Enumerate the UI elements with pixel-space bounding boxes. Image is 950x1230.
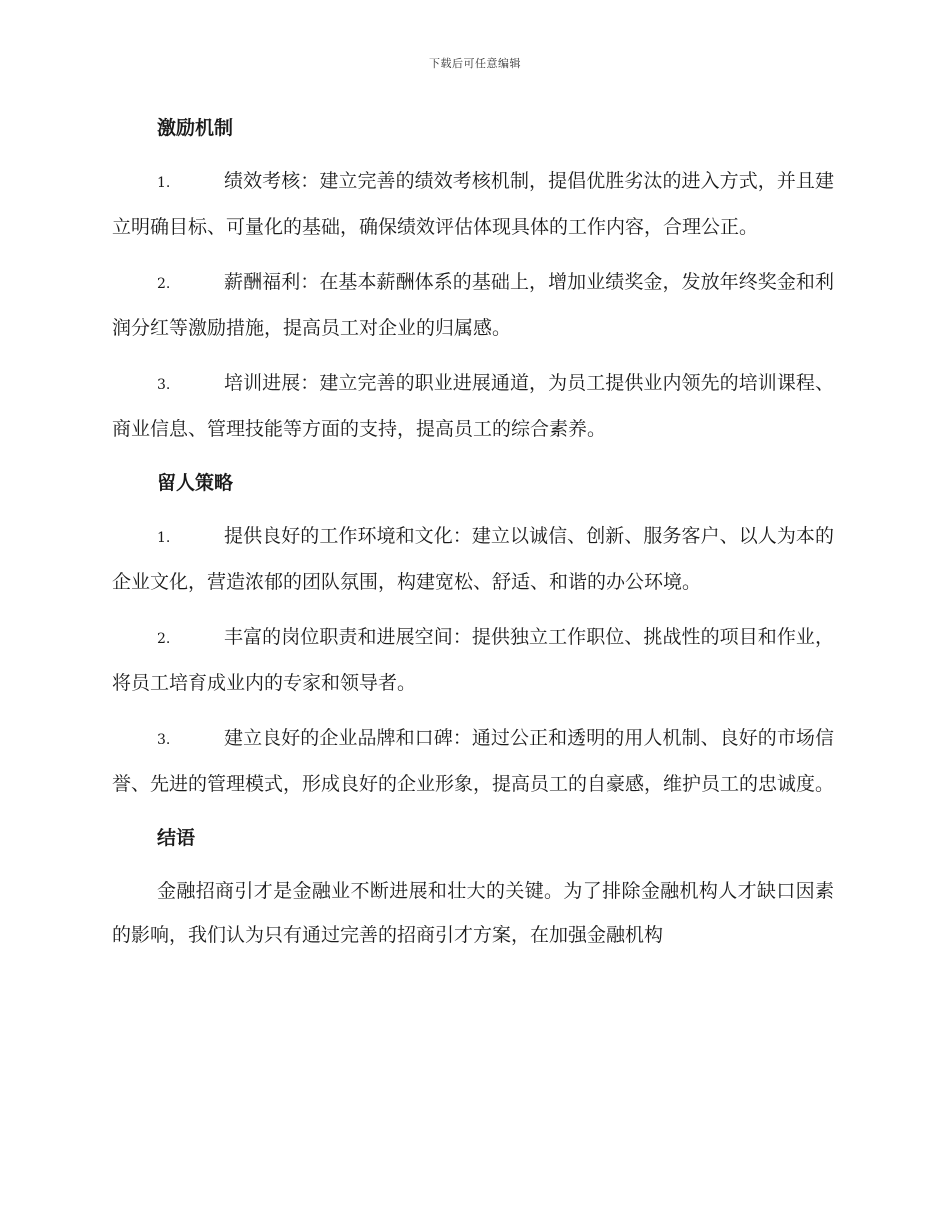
page-header: 下载后可任意编辑 [429,57,521,70]
section-heading-conclusion: 结语 [157,827,196,849]
list-number: 2. [157,276,171,292]
section-heading-incentive: 激励机制 [157,117,234,139]
list-text: 薪酬福利：在基本薪酬体系的基础上，增加业绩奖金，发放年终奖金和利润分红等激励措施，提高员工对企业的归属感。 [112,271,834,339]
list-text: 丰富的岗位职责和进展空间：提供独立工作职位、挑战性的项目和作业，将员工培育成业内的专家和领导者。 [112,626,834,694]
list-text: 建立良好的企业品牌和口碑：通过公正和透明的用人机制、良好的市场信誉、先进的管理模式，形成良好的企业形象，提高员工的自豪感，维护员工的忠诚度。 [112,727,835,795]
list-item [112,616,834,705]
list-text: 提供良好的工作环境和文化：建立以诚信、创新、服务客户、以人为本的企业文化，营造浓郁的团队氛围，构建宽松、舒适、和谐的办公环境。 [112,525,834,593]
conclusion-paragraph: 金融招商引才是金融业不断进展和壮大的关键。为了排除金融机构人才缺口因素的影响，我们认为只有通过完善的招商引才方案，在加强金融机构 [112,880,834,946]
document-body [112,108,834,957]
list-item [112,515,834,604]
list-item [112,160,834,249]
list-number: 3. [157,377,171,393]
section-heading-retention: 留人策略 [157,472,234,494]
list-text: 培训进展：建立完善的职业进展通道，为员工提供业内领先的培训课程、商业信息、管理技能等方面的支持，提高员工的综合素养。 [112,372,834,440]
list-number: 3. [157,732,171,748]
list-number: 1. [157,530,171,546]
list-number: 2. [157,631,171,647]
list-item [112,717,834,806]
list-text: 绩效考核：建立完善的绩效考核机制，提倡优胜劣汰的进入方式，并且建立明确目标、可量化的基础，确保绩效评估体现具体的工作内容，合理公正。 [112,170,834,238]
list-item [112,362,834,451]
list-item [112,261,834,350]
list-number: 1. [157,175,171,191]
